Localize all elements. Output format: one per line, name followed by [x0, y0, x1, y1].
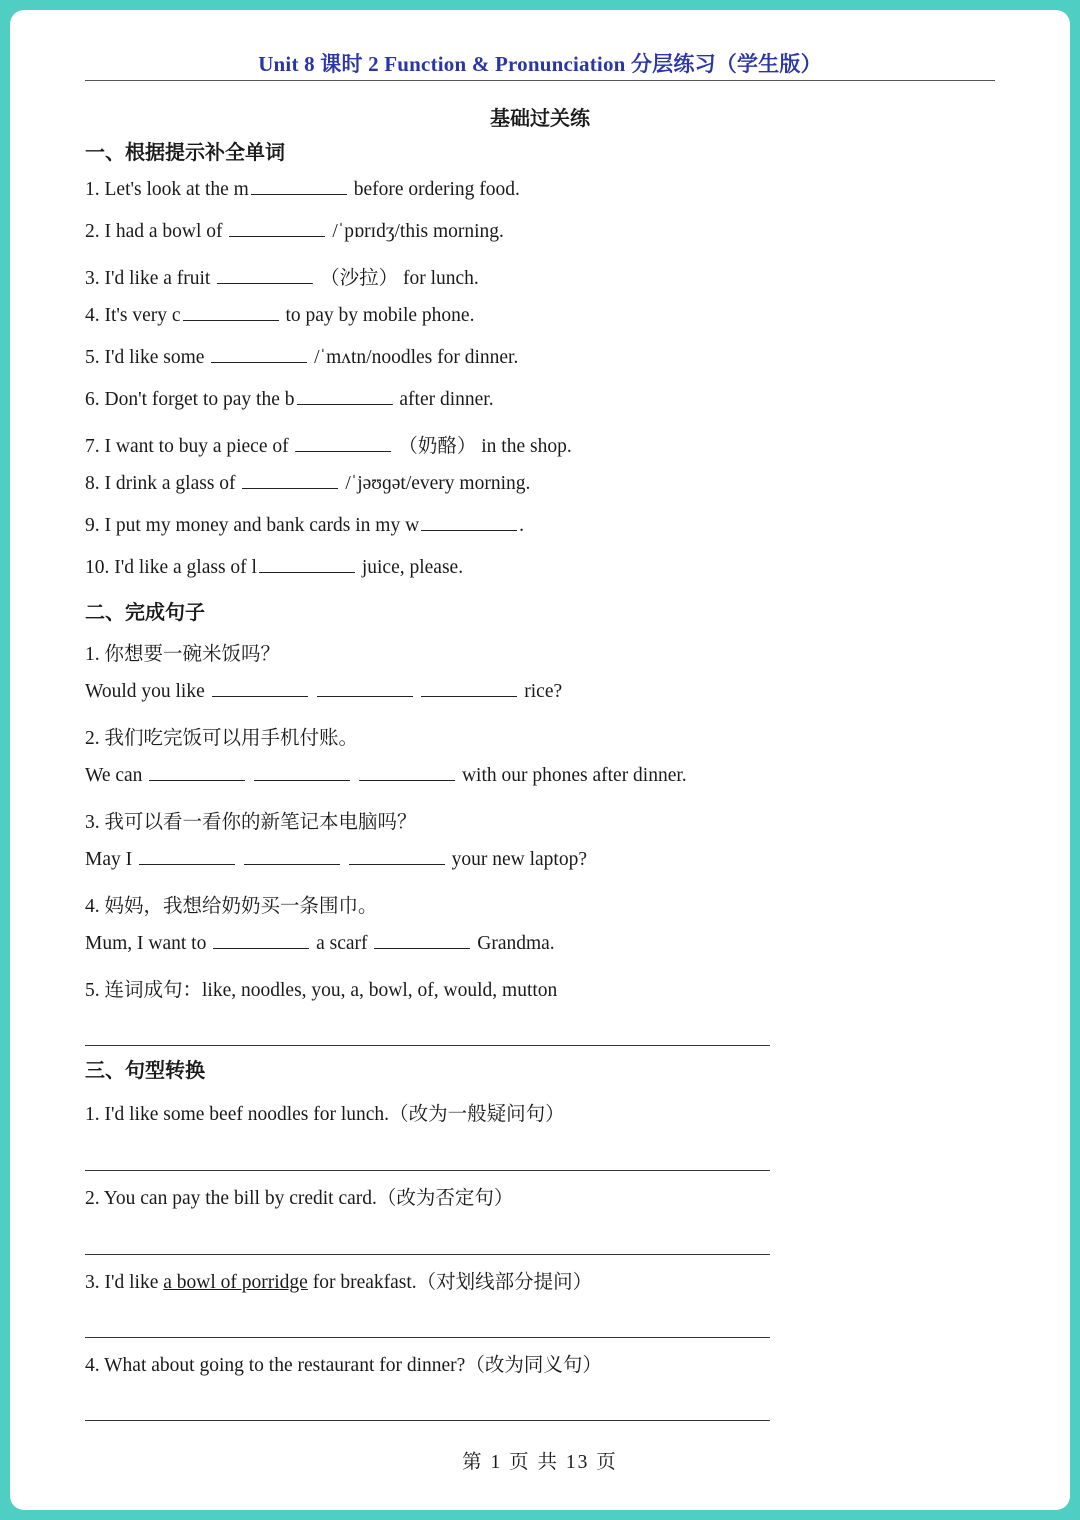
- header-divider: [85, 80, 995, 81]
- answer-blank[interactable]: [242, 472, 338, 489]
- part3-item-1: 1. I'd like some beef noodles for lunch.（改为一般疑问句）: [85, 1104, 565, 1125]
- part2-item-3-chinese: 3. 我可以看一看你的新笔记本电脑吗？: [85, 812, 417, 833]
- part1-item-7: 7. I want to buy a piece of （奶酪） in the shop.: [85, 436, 572, 457]
- underlined-phrase: a bowl of porridge: [163, 1272, 308, 1293]
- answer-blank[interactable]: [295, 435, 391, 452]
- answer-line[interactable]: [85, 1045, 770, 1046]
- part1-item-9: 9. I put my money and bank cards in my w .: [85, 515, 525, 536]
- page-footer: 第 1 页 共 13 页: [462, 1452, 618, 1473]
- part3-heading: 三、句型转换: [85, 1058, 205, 1082]
- part2-item-1-chinese: 1. 你想要一碗米饭吗？: [85, 644, 281, 665]
- answer-blank[interactable]: [211, 346, 307, 363]
- answer-blank[interactable]: [217, 267, 313, 284]
- part1-item-10: 10. I'd like a glass of l juice, please.: [85, 557, 464, 578]
- section-title: 基础过关练: [490, 108, 590, 130]
- answer-blank[interactable]: [421, 680, 517, 697]
- worksheet-page: [10, 10, 1070, 1510]
- part1-heading: 一、根据提示补全单词: [85, 140, 285, 164]
- answer-blank[interactable]: [229, 220, 325, 237]
- answer-blank[interactable]: [251, 178, 347, 195]
- part1-item-4: 4. It's very c to pay by mobile phone.: [85, 305, 475, 326]
- answer-blank[interactable]: [317, 680, 413, 697]
- answer-blank[interactable]: [149, 764, 245, 781]
- part1-item-2: 2. I had a bowl of /ˈpɒrɪdʒ/this morning.: [85, 221, 504, 242]
- part3-item-4: 4. What about going to the restaurant for dinner?（改为同义句）: [85, 1355, 602, 1376]
- part2-heading: 二、完成句子: [85, 600, 205, 624]
- answer-blank[interactable]: [139, 848, 235, 865]
- answer-line[interactable]: [85, 1420, 770, 1421]
- part2-item-2-english: We can with our phones after dinner.: [85, 765, 687, 786]
- part2-item-3-english: May I your new laptop?: [85, 849, 588, 870]
- answer-line[interactable]: [85, 1170, 770, 1171]
- part3-item-3: 3. I'd like a bowl of porridge for breakfast.（对划线部分提问）: [85, 1272, 593, 1293]
- part2-item-4-chinese: 4. 妈妈，我想给奶奶买一条围巾。: [85, 896, 378, 917]
- part1-item-1: 1. Let's look at the m before ordering food.: [85, 179, 520, 200]
- answer-blank[interactable]: [259, 556, 355, 573]
- part2-item-5-prompt: 5. 连词成句：like, noodles, you, a, bowl, of, would, mutton: [85, 980, 558, 1001]
- part2-item-2-chinese: 2. 我们吃完饭可以用手机付账。: [85, 728, 359, 749]
- answer-blank[interactable]: [254, 764, 350, 781]
- answer-blank[interactable]: [213, 932, 309, 949]
- answer-blank[interactable]: [297, 388, 393, 405]
- worksheet-title: Unit 8 课时 2 Function & Pronunciation 分层练习（学生版）: [258, 52, 822, 76]
- answer-blank[interactable]: [374, 932, 470, 949]
- answer-blank[interactable]: [212, 680, 308, 697]
- part2-item-4-english: Mum, I want to a scarf Grandma.: [85, 933, 555, 954]
- answer-blank[interactable]: [244, 848, 340, 865]
- answer-blank[interactable]: [349, 848, 445, 865]
- part1-item-6: 6. Don't forget to pay the b after dinner.: [85, 389, 494, 410]
- part3-item-2: 2. You can pay the bill by credit card.（改为否定句）: [85, 1188, 514, 1209]
- part1-item-3: 3. I'd like a fruit （沙拉） for lunch.: [85, 268, 479, 289]
- part1-item-8: 8. I drink a glass of /ˈjəʊɡət/every morning.: [85, 473, 531, 494]
- part2-item-1-english: Would you like rice?: [85, 681, 563, 702]
- answer-blank[interactable]: [183, 304, 279, 321]
- answer-blank[interactable]: [359, 764, 455, 781]
- answer-blank[interactable]: [421, 514, 517, 531]
- answer-line[interactable]: [85, 1254, 770, 1255]
- answer-line[interactable]: [85, 1337, 770, 1338]
- part1-item-5: 5. I'd like some /ˈmʌtn/noodles for dinner.: [85, 347, 519, 368]
